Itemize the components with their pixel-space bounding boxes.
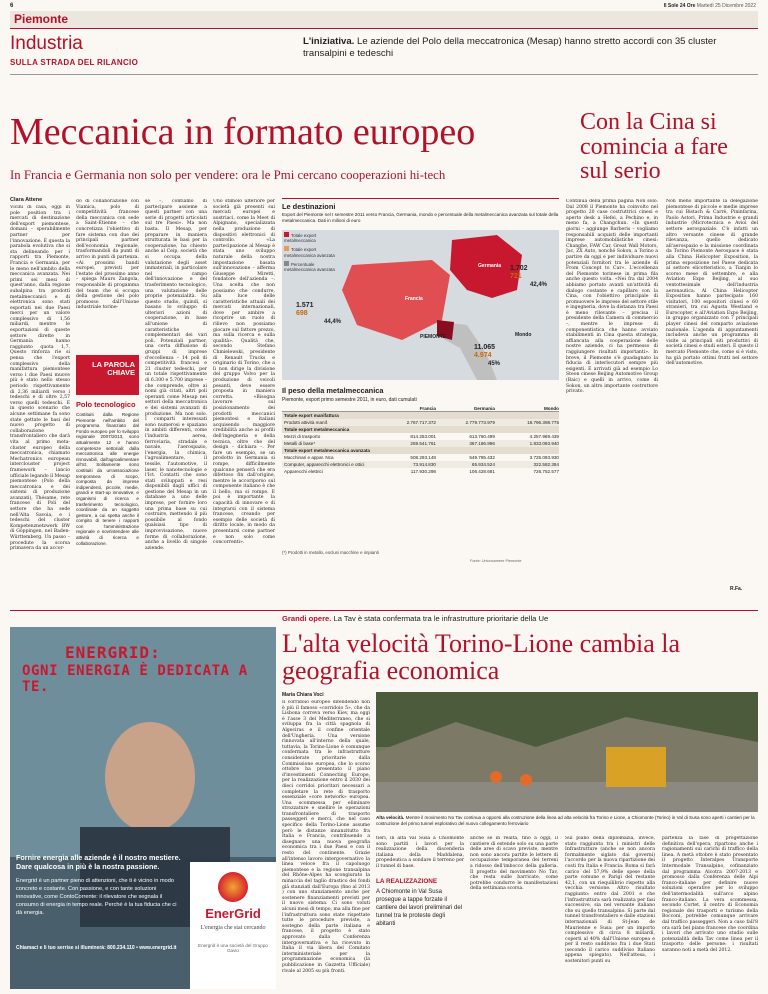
- legend-advanced-label: Totale export metalmeccanica avanzata: [284, 247, 335, 258]
- mondo-pct: 45%: [488, 361, 501, 367]
- table-section-row: [282, 412, 559, 420]
- table-section-row: [282, 426, 559, 433]
- ad-logo: EnerGrid: [205, 906, 261, 921]
- table-note: (*) Prodotti in metallo, esclusi macchine e impianti: [282, 550, 379, 555]
- table-row: [282, 454, 559, 461]
- realizzazione-text: A Chiomonte in Val Susa prosegue a tappe forzate il cantiere dei lavori preliminari del tunnel tra le proteste degli abitanti: [376, 889, 463, 927]
- table-cell: 322.582.394: [533, 462, 559, 467]
- parola-chiave-term: Polo tecnologico: [76, 400, 136, 409]
- table-cell: 1.833.093.940: [529, 441, 559, 446]
- rail-col-5: partenza la fase di progettazione definitiva dell'opera, ripartono anche i ragionamenti sui carichi di traffico della linea. A metà ottobre è stato presentato il progetto Interalpes Transporte Intermodale Transalpino, cofinanziato dal programma Alcotra 2007-2013 e promosso dalla Conferenza delle Alpi franco-italiane per definire nuove soluzioni operative per lo sviluppo dell'intermodalità sull'arco alpino franco-italiano. La vera scommessa, secondo Cortet, il centro di Economia regionale dei trasporti e turismo della Bocconi, potrebbe comunque arrivare dal traffico passeggeri. Non a caso fall'8 ora sarà bel piano francese che coordina i lavori che arrivato uno studio sulle potenzialità della Tav come linea per il trasporto delle persone: i risultati saranno noti a metà del 2012.: [662, 836, 758, 953]
- table-cell: 73.914.830: [412, 462, 436, 467]
- country-francia: Francia: [405, 296, 423, 302]
- legend-square-advanced: [284, 246, 289, 251]
- germania-advanced: 721: [510, 273, 522, 280]
- table-cell: 18.796.398.775: [527, 420, 559, 425]
- kicker: [303, 36, 758, 60]
- rail-rule: [10, 610, 758, 611]
- francia-total: 1.571: [296, 302, 314, 309]
- header-divider: [10, 74, 758, 75]
- region-title: Piemonte: [14, 12, 69, 26]
- rail-col-2: tieri, in alta Val Susa a Chiomonte sono partiti i lavori per la realizzazione della discenderia italiana della Maddalena, propedeutica a sondare il terreno per il tunnel di base.: [376, 836, 464, 869]
- parola-chiave-box: [76, 355, 139, 395]
- side-headline: Con la Cina si comincia a fare sul serio: [580, 109, 728, 184]
- table-title: Il peso della metalmeccanica: [282, 386, 384, 395]
- photo-worker-1: [490, 771, 502, 783]
- rail-kicker-text: La Tav è stata confermata tra le infrastrutture prioritarie della Ue: [333, 614, 549, 623]
- main-col-1: Vicini di casa, oggi in pole position tra i mercati di destinazione dell'export piemontese, domani – sperabilmente partner per l'innovazione. È questa la parabola evolutiva che si sta delineando per i rapporti tra Piemonte, Francia e Germania, per le meno nell'ambito della meccanica avanzata. Nei primi sei mesi di quest'anno, dalla regione subalpina tra prodotti metalmeccanici e di elettronica sono stati esportati nei due Paesi merci per un valore complessivo di 1,56 miliardi, mentre le esportazioni di queste settore dirette in Germania hanno raggiunto quota 1,7. Questo rinforza rie si pensa che l'export complessivo della manifattura piemontese verso i due Paesi muove più è stato nello stesso periodo rispettivamente di 2,36 miliardi verso i tedeschi e di oltre 2,57 verso quelli tedeschi. E in questo scenario che alcune settimane fa sono state gettate le basi del nuovo progetto di collaborazione transfrontaliero che darà vita al primo meta-cluster europeo della meccatronica, chiamato Mechatronics european interclouster project framework – lancio ufficiale legando il Mesap piemontese (Polo della meccatronica e dei sistemi di produzione avanzati), Thésame, rete francese di Poli del settore che ha sede nell'Alta Savoia, e i tedeschi del cluster Kompetenznetzwerk BW di Göppingen, nel Baden-Württemberg. Un passo – procedute la scorsa primavera da un accor-: [10, 205, 70, 552]
- infobox-title: Le destinazioni: [282, 202, 336, 211]
- rail-author: Maria Chiara Voci: [282, 692, 324, 698]
- photo-machine: [606, 747, 666, 787]
- main-author: Clara Attene: [10, 197, 43, 203]
- realizzazione-title: LA REALIZZAZIONE: [376, 878, 438, 885]
- energrid-ad[interactable]: [10, 627, 276, 989]
- table-header-germania: Germania: [473, 406, 495, 411]
- ad-person-head: [105, 722, 195, 832]
- ad-body: Energrid è un partner pieno di attenzioni, che ti è vicino in modo concreto e costante. Con passione, e con tante soluzioni innovative, come ContoCorrente: il rilevatore che segnala il consumo di energia in tempo reale. Perché è la tua fiducia che ci dà energia.: [16, 878, 177, 916]
- country-germania: Germania: [478, 263, 502, 269]
- table-row: [282, 461, 559, 468]
- legend-total-label: Totale export metalmeccanica: [284, 233, 317, 244]
- table-subtitle: Piemonte, export primo semestre 2011, in euro, dati cumulati: [282, 397, 417, 403]
- map-legend: [284, 232, 344, 272]
- infobox-rule: [282, 198, 559, 199]
- page-number: 6: [10, 3, 14, 9]
- side-col-2: Non meno importante la delegazione piemontese di piccole e medie imprese tra cui Bistach & Carrè, Pininfarina, Paolo Astori, Prima Industrie e grandi industrie (Microtecnica e Avioi del settore aerospaziale. C'è infatti un altro versante cinese di grande rilevanza, quello dedicato all'aerospazio e la missione coordinata da Torino Piemonte Aerospace è stata alla China Helicopter Exposition, la prima esposizione nel Paese dedicata al settore elicotteristico, a Tianjin lo scorso mese di settembre, e alla Aviation Expo Beijing, al suo ventottesimale dell'industria aeronautica. Al China Helicopter Exposition hanno partecipato 160 visitatori, 100 espositori cinesi e 60 stranieri, tra cui Agusta Westland e Eurocopter, e all'Aviation Expo Beijing, in gruppo organizzato con 7 principali player cinesi del comparto aviazione nazionale. L'agenda di appuntamenti includeva anche un programma di visite ai principali siti produttivi di società cinesi e studi esteri. E questo il mercato Piemonte che, come si è visto, ha già portato ottimi frutti nel settore dell'automotive.: [666, 199, 758, 367]
- legend-pct: [284, 261, 344, 272]
- photo-worker-2: [520, 774, 532, 786]
- main-headline: Meccanica in formato europeo: [10, 111, 476, 153]
- infobox-subtitle: Export del Piemonte nel I semestre 2011 verso Francia, Germania, mondo e percentuale della metalmeccanica avanzata sul totale della metalmeccanica. Dati in milioni di euro: [282, 212, 559, 223]
- table-section-label: Totale export manifattura: [284, 413, 339, 418]
- kicker-text: Le aziende del Polo della meccatronica (Mesap) hanno stretto accordi con 35 cluster transalpini e tedeschi: [303, 36, 717, 59]
- section-title: Industria: [10, 33, 83, 54]
- side-author: R.Fa.: [730, 586, 743, 592]
- ad-headline-1: ENERGRID:: [65, 643, 161, 662]
- parola-chiave-text: Costituiti dalla Regione Piemonte nell'ambito del programma finanziato dal Fondo europeo per lo sviluppo regionale 2007/2013, sono attualmente 12 e hanno competenze settoriali: dalla meccatronica alle energie rinnovabili, dall'agroalimentare all'Ict. Solitamente sono costituiti da un'associazione temporanea di scopo, composta da imprese indipendenti, piccole, medie, grandi e start-up innovative, e organismi di ricerca e trasferimento tecnologico, coordinate da un soggetto gestore, a cui spetta anche il compito di tenere i rapporti con l'amministrazione regionale e sovrintendere alle attività di ricerca e collaborazione.: [76, 412, 139, 546]
- table-row: [282, 440, 559, 447]
- germania-pct: 42,4%: [530, 282, 548, 288]
- francia-advanced: 698: [296, 310, 308, 317]
- photo-caption-label: Alta velocità.: [376, 815, 405, 820]
- region-rule: [10, 28, 758, 29]
- germania-values: [510, 265, 547, 289]
- side-col-1: Continua della prima pagina Non solo. Dal 2008 il Piemonte ha coinvolto nel progetto 20 case costruttrici cinesi e aperto desk a Hefei, a Pechino e, in meno fa, a Changchun. «In questi giorni – aggiunge Barberis – vogliamo responsabili acquisti delle importanti imprese automobilistiche cinesi: Changhe, FAW Car, Great Wall Motors, Jac, ZX Auto, nonché Sokon, a Torino a partire da oggi e per individuare nuovi potenziali fornitori tra le aziende di From Concept to Car». L'eccellenza del Piemonte torinese in prima fila anche questo volta. «Nei fra dal 2004 abbiamo portato avanti un'attività di dialogo costante e capillare con la Cina, con l'obiettivo principale di promuovere le imprese del settore stile e ingegneria, dove la distanza tra Paesi è meno rilevante – precisa il presidente della Camera di commercio –, mentre le imprese di componentistica che hanno avviato stabilimenti in Cina questa strategia, affiancata alla cooperazione delle nostre aziende, ci ha permesso di raggiungere risultati importanti». In breve, il Piemonte s'è guadagnato la fiducia di interlocutori sempre più esigenti. E arrivati già ad esempio Lo Steon cinese Beijing Automotive Group (Baic) e quelli in arrivo, come di Sokon, un altro importante costruttore privato.: [566, 199, 658, 395]
- francia-pct: 44,4%: [324, 319, 342, 325]
- photo-caption-text: Mentre il movimento No Tav continua a opporsi alla costruzione della linea ad alta velocità fra Torino e Lione, a Chiomonte (Torino) in Val di Susa sono aperti i cantieri per la costruzione del primo tunnel esplorativo del nuovo collegamento ferroviario: [376, 815, 755, 826]
- publication-name: Il Sole 24 Ore: [663, 3, 696, 9]
- table-cell: 259.541.761: [410, 441, 436, 446]
- table-cell: Prodotti attività manif.: [284, 420, 329, 425]
- table-cell: Computer, apparecchi elettronici e ottici: [284, 462, 365, 467]
- export-table: [282, 406, 559, 475]
- legend-pct-label: Percentuale metalmeccanica avanzata: [284, 261, 335, 273]
- main-deck: In Francia e Germania non solo per vendere: ora le Pmi cercano cooperazioni hi-tech: [10, 168, 446, 182]
- table-cell: Macchinari e appar. Nca: [284, 455, 334, 460]
- table-cell: 549.785.432: [469, 455, 495, 460]
- rail-col-3: anche se in realtà, fino a oggi, il cantiere di estende solo su una parte delle aree di scavo previste, mentre non sono ancora partite le lettere di occupazione temporanea dei terreni a ridosso dell'imbocco della galleria. Il progetto del movimento No Tav, che resta sulle barricate, come potrebbe condurre le manifestazioni della settimana scorsa.: [470, 836, 558, 892]
- publication-info: [664, 3, 756, 9]
- table-header-francia: Francia: [419, 406, 436, 411]
- rail-kicker: [282, 614, 548, 623]
- table-cell: 508.293.148: [410, 455, 436, 460]
- country-mondo: Mondo: [515, 332, 532, 338]
- table-cell: 65.934.524: [471, 462, 495, 467]
- table-cell: 3.725.093.930: [529, 455, 559, 460]
- table-row: [282, 433, 559, 440]
- legend-square-pct: [284, 261, 289, 266]
- ad-bold-text: Fornire energia alle aziende è il nostro mestiere. Dare qualcosa in più è la nostra passione.: [16, 853, 181, 871]
- photo-caption: [376, 815, 758, 827]
- legend-square-total: [284, 232, 289, 237]
- legend-total: [284, 232, 344, 243]
- rail-headline: L'alta velocità Torino-Lione cambia la geografia economica: [282, 629, 680, 685]
- table-cell: Metalli di base*: [284, 441, 316, 446]
- table-cell: 367.186.996: [469, 441, 495, 446]
- mondo-values: [474, 344, 500, 368]
- region-piemonte: PIEMONTE: [420, 334, 447, 340]
- main-col-2: do di collaborazione con Viamica, polo di competitività francese della meccanica con sede a Saint-Étienne – che concretizza l'obiettivo di fare sistema con due dei principali partner dell'economia regionale, trasformandoli da punti di arrivo in punti di partenza. «Ai prossimi bandi europei, previsti per l'estate del prossimo anno – spiega Mauro Zangola, responsabile di progamma del team che si occupa della gestione del polo promosso dall'Unione industriale torine-: [76, 199, 139, 311]
- section-subtitle: SULLA STRADA DEL RILANCIO: [10, 58, 139, 67]
- legend-advanced: [284, 246, 344, 257]
- table-cell: 726.752.577: [533, 469, 559, 474]
- table-cell: 4.257.989.439: [529, 434, 559, 439]
- table-cell: 2.767.717.372: [406, 420, 436, 425]
- parola-chiave-title: LA PAROLA CHIAVE: [92, 360, 135, 377]
- table-cell: 106.428.681: [469, 469, 495, 474]
- ad-footer: Energrid è una società del Gruppo Gavio: [198, 943, 268, 953]
- main-col-3: se –, contiamo di partecipare assieme a questi partner con una serie di progetti articolati sul tre Paesi». Ma non basta. Il Mesap, per preparare in maniera strutturata le basi per la cooperazione, ha chiesto anche al Ceip, società che si occupa della valutazione degli asset immateriali, in particolare nel campo dell'innovazione e del trasferimento tecnologico, una valutazione delle proprie potenzialità. Su questo studio, quindi, si basano lo sviluppo di ulteriori azioni di cooperazione, in base all'unione di caratteristiche complementari dei vari poli. Potenziali partner, una certa diffusione di gruppi di imprese d'eccellenza – 14 poli di competitività francesi e 21 cluster tedeschi, per un totale rispettivamente di 6.300 e 5.700 imprese – che comprende, oltre ai nomi già citati, altri poli operanti come Mesap nei settori della meccatronica e dei sistemi avanzati di produzione. Ma non solo. I comparti interessati sono numerosi e spaziano in ambiti differenti, come l'industria aerea, ferroviaria, stradale e navale, l'aerospazio, l'energia, la chimica, l'agroalimentare, il tessile, l'automotive, il laser, le nanotecnologie e l'Ict. Contatti che sono stati sviluppati e resi disponibili dagli uffici di gestione del Mesap in un database a uno delle imprese, per fornire loro una prima base su cui costruire, mettendo il più possibile al fondo qualsiasi tipo di improvvisazione, nuove forme di collaborazione, anche a livello di singole aziende.: [145, 199, 207, 551]
- mondo-total: 11.065: [474, 344, 496, 351]
- germania-total: 1.702: [510, 265, 528, 272]
- main-col-4: Uno stimolo ulteriore per società già presenti sui mercati europei e austriaci, come la Meet di Alpignano, specializzata nella produzione di dispositivi elettronici di controllo. «La partecipazione al Mesap è stata uno sviluppo naturale della nostra impostazione basata sull'innovazione – afferma Giuseppe Miretti, fondatore dell'azienda –. Una scelta che non possiamo che condurre, alla luce delle caratteristiche attuali dei mercati internazionali, dove per ambire a ricoprire un ruolo di rilievo non possiamo giocare sul fattore prezzo, ma sulla ricerca e sulla qualità». Qualità che, secondo Stefano Chmielewski, presidente di Renault Trucks e originario di Torino, che a lì non dirige la divisione del gruppo Volvo per la produzione di veicoli pesanti, deve essere proposta in maniera corretta. «Bisogna lavorare sul posizionamento dei prodotti meccanici piemontesi e italiani acquisendo maggiore credibilità anche ai profili dell'ingegneria e della tecnica, oltre che del design – dichiara –. Per fare un esempio, se un prodotto in Germania si rompe, difficilmente qualcuno penserà che era difettoso fin dall'origine, mentre le accoriporso sul componente italiano è che il bello, ma si rompe. E poi è importante la capacità di innovare e di integrarsi con il sistema francese, creando per esempio delle società di diritto locale, in modo da presentarsi come partner e non solo come concorrenti».: [213, 199, 275, 546]
- region-band: [10, 11, 758, 28]
- francia-values: [296, 302, 341, 326]
- table-cell: 814.253.001: [410, 434, 436, 439]
- ad-contact[interactable]: Chiamaci e li tuo serrise si illuminerà: 800.234.110 • www.energrid.it: [16, 945, 177, 951]
- ad-tagline: L'energia che stai cercando: [200, 925, 266, 931]
- construction-photo: [376, 692, 758, 812]
- table-row: [282, 419, 559, 426]
- table-section-label: Totale export metalmeccanica avanzata: [284, 448, 370, 453]
- table-row: [282, 468, 559, 475]
- table-header-mondo: Mondo: [543, 406, 559, 411]
- kicker-label: L'iniziativa.: [303, 36, 355, 47]
- table-cell: 117.930.298: [410, 469, 436, 474]
- table-section-row: [282, 447, 559, 454]
- ad-logo-box: [190, 862, 276, 989]
- mondo-advanced: 4.974: [474, 352, 492, 359]
- ad-headline-2: OGNI ENERGIA È DEDICATA A TE.: [22, 663, 248, 695]
- publication-date: Martedì 25 Dicembre 2022: [696, 3, 756, 9]
- rail-col-1: Il corridoio europeo difendendo non è più il famoso «corridoio 5», che da Lisbona correva verso Kiev, ma oggi è l'asse 3 del Mediterraneo, che si sviluppa fra la città spagnola di Algeciras e il confine orientale dell'Ungheria. Una versione rinnovata all'interno della quale, tuttavia, la Torino-Lione è comunque confermata tra le infrastrutture considerate prioritarie dalla Commissione europea, che lo scorso ottobre ha presentato il piano d'investimenti Connecting Europe, per la realizzazione entro il 2030 dei dieci corridoi prioritari necessari a completare la rete di trasporto essenziale «core network» europea. Una scommessa per eliminare strozzature e snellire le operazioni transfrontaliere di trasporto passeggeri e merci, che nel caso specifico della Torino-Lione assume però le distanze innanzitutto fra Italia e Francia, contribuendo a disegnare una nuova geografia economica tra i due Paesi e con il resto del continente. Grazie all'intenso lavoro intergovernativo la linea veloce fra il capoluogo piemontese e la regione transalpina del Rhône-Alpes ha scongiurato la minaccia del taglio drastico dei fondi già stanziati dall'Europa (fino al 2013 ) con uno stanziamento anche per sostenere finanziamenti previsti per il nuovo sistema. Ci sono voluti alcuni mesi di tempo, ma alla fine per l'infrastruttura sono state rispettate tutte le procedure previste, a sostegno della parte italiana e francese, il progetto è stato approvato dalla Conferenza intergovernativa e ha ricevuto in Italia il via libera del Comitato interministeriale per la programmazione economica (la pubblicazione in Gazzetta Ufficiale) rivale al 2005 su più fronti.: [282, 700, 370, 974]
- table-cell: 613.760.499: [469, 434, 495, 439]
- table-cell: Mezzi di trasporto: [284, 434, 321, 439]
- table-section-label: Totale export metalmeccanica: [284, 427, 350, 432]
- table-cell: 2.779.773.979: [465, 420, 495, 425]
- infobox-source: Fonte: Unioncamere Piemonte: [470, 559, 522, 563]
- rail-col-4: Sul piano della diplomazia, invece, stato raggiunta tra i ministri delle Infrastrutture (anche se non ancora formalmente siglato dai governi) l'accordo per la nuova ripartizione dei costi fra Italia e Francia: Roma si farà carico del 57,9% delle spese della parte comune e Parigi del restante 42,1, con un riequilibrio rispetto alla vecchia versione. Altro risultato raggiunto: entro dal 2001 e che l'infrastruttura sarà realizzata per fasi successive, sia nel versante italiano che su quello transalpino. Si parte dal tunnel transfrontaliero e dalle stazioni internazionali di St-Jean de Maurienne e Susa: per un importo complessivo di circa 8 miliardi, coperti al 40% dall'Unione europea e per il resto suddiviso fra i due Stati (secondo il carico suddiviso Italiano appena spiegato). Nell'attesa, i sostenitori punti su: [565, 836, 655, 965]
- table-cell: Apparecchi elettrici: [284, 469, 323, 474]
- rail-kicker-label: Grandi opere.: [282, 614, 332, 623]
- energrid-logo-icon: [218, 872, 248, 902]
- photo-road: [376, 782, 758, 812]
